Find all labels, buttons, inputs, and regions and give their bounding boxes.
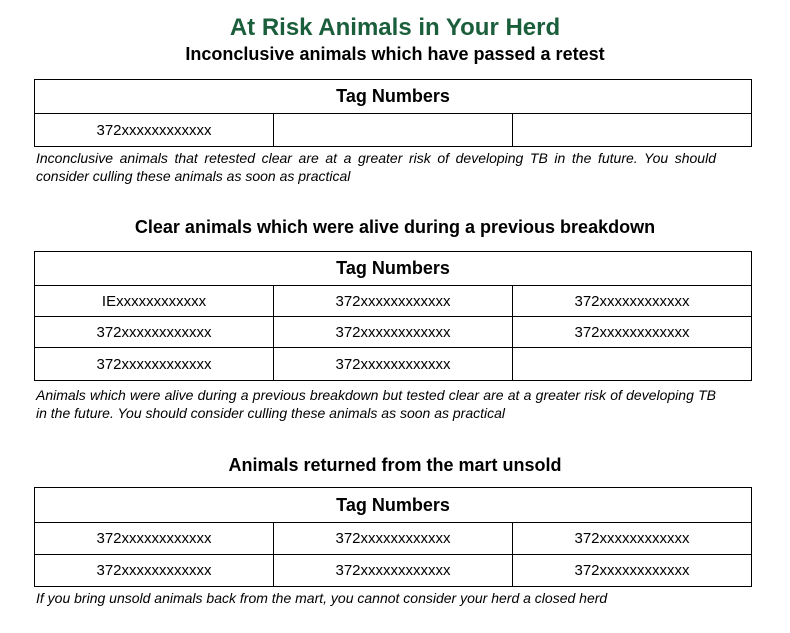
tag-cell: 372xxxxxxxxxxxx — [274, 348, 513, 381]
section2-note: Animals which were alive during a previous breakdown but tested clear are at a greater risk of developing TB in the future. You should consider culling these animals as soon as practical — [36, 387, 716, 421]
tag-cell: 372xxxxxxxxxxxx — [274, 317, 513, 348]
table-row — [35, 317, 752, 348]
section2-heading: Clear animals which were alive during a previous breakdown — [134, 217, 656, 237]
section3-note: If you bring unsold animals back from the mart, you cannot consider your herd a closed herd — [36, 590, 608, 606]
tag-cell: IExxxxxxxxxxxx — [35, 286, 274, 317]
tag-cell: 372xxxxxxxxxxxx — [274, 555, 513, 587]
table-row — [35, 348, 752, 381]
tag-cell: 372xxxxxxxxxxxx — [513, 523, 752, 555]
tag-cell: 372xxxxxxxxxxxx — [35, 114, 274, 147]
tag-cell: 372xxxxxxxxxxxx — [35, 317, 274, 348]
tag-cell — [274, 114, 513, 147]
section1-table-header: Tag Numbers — [35, 80, 752, 114]
section3-tag-table — [34, 487, 752, 587]
tag-cell: 372xxxxxxxxxxxx — [513, 555, 752, 587]
section3-table-header: Tag Numbers — [35, 488, 752, 523]
tag-cell: 372xxxxxxxxxxxx — [35, 523, 274, 555]
section3-heading: Animals returned from the mart unsold — [228, 455, 562, 475]
tag-cell — [513, 348, 752, 381]
tag-cell: 372xxxxxxxxxxxx — [35, 348, 274, 381]
section1-heading: Inconclusive animals which have passed a retest — [185, 44, 605, 64]
page-title: At Risk Animals in Your Herd — [229, 14, 561, 41]
table-row — [35, 114, 752, 147]
tag-cell — [513, 114, 752, 147]
table-row — [35, 286, 752, 317]
table-row — [35, 555, 752, 587]
tag-cell: 372xxxxxxxxxxxx — [513, 317, 752, 348]
table-row — [35, 523, 752, 555]
section1-note: Inconclusive animals that retested clear are at a greater risk of developing TB in the future. You should consider culling these animals as soon as practical — [36, 150, 716, 184]
tag-cell: 372xxxxxxxxxxxx — [274, 286, 513, 317]
tag-cell: 372xxxxxxxxxxxx — [35, 555, 274, 587]
tag-cell: 372xxxxxxxxxxxx — [513, 286, 752, 317]
tag-cell: 372xxxxxxxxxxxx — [274, 523, 513, 555]
section2-tag-table — [34, 251, 752, 381]
section2-table-header: Tag Numbers — [35, 252, 752, 286]
section1-tag-table — [34, 79, 752, 147]
